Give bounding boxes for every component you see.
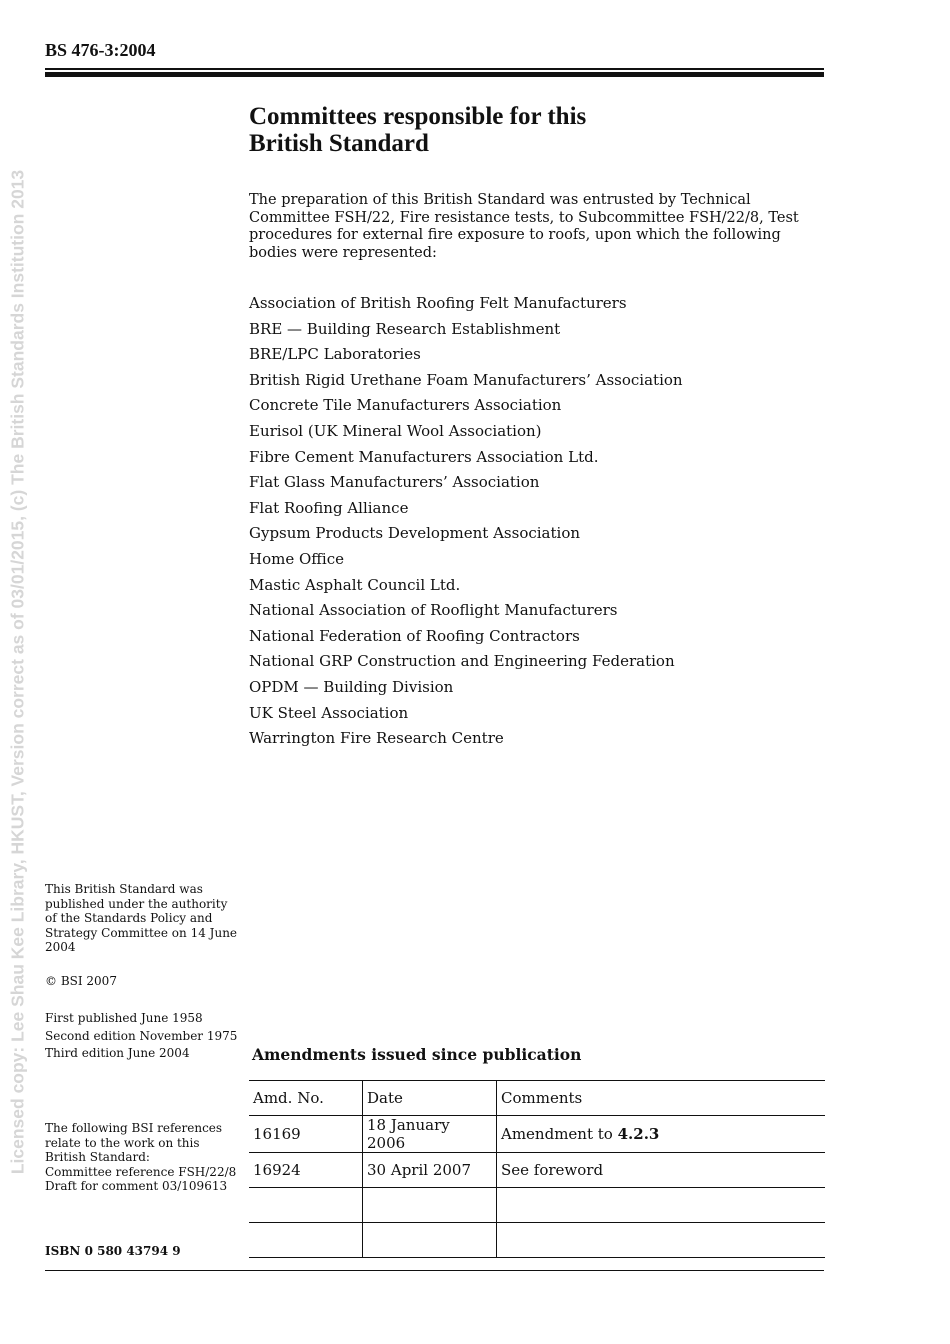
list-item: National GRP Construction and Engineering Federation bbox=[249, 652, 675, 671]
amd-no-cell bbox=[249, 1188, 363, 1223]
date-cell bbox=[363, 1223, 497, 1258]
list-item: UK Steel Association bbox=[249, 703, 409, 722]
intro-paragraph: The preparation of this British Standard was entrusted by Technical Committee FSH/22, Fire resistance tests, to Subcommittee FSH/22/8, Test procedures for external fire exposure to roofs, upon which the following bodies were represented: bbox=[249, 192, 799, 261]
second-edition: Second edition November 1975 bbox=[45, 1028, 238, 1043]
copyright-notice: © BSI 2007 bbox=[45, 974, 117, 988]
list-item: Concrete Tile Manufacturers Association bbox=[249, 396, 562, 415]
list-item: Home Office bbox=[249, 549, 345, 568]
header-rule-thick bbox=[45, 72, 824, 77]
comments-cell bbox=[497, 1116, 826, 1153]
third-edition: Third edition June 2004 bbox=[45, 1046, 190, 1060]
table-row bbox=[249, 1223, 825, 1258]
license-watermark: Licensed copy: Lee Shau Kee Library, HKUST, Version correct as of 03/01/2015, (c) The British Standards Institution 2013 bbox=[7, 169, 28, 1175]
list-item: Mastic Asphalt Council Ltd. bbox=[249, 575, 461, 594]
column-header-date: Date bbox=[363, 1081, 497, 1116]
amd-no-cell bbox=[249, 1223, 363, 1258]
publication-note: This British Standard was published under the authority of the Standards Policy and Strategy Committee on 14 June 2004 bbox=[45, 882, 238, 954]
comment-text: See foreword bbox=[501, 1161, 604, 1179]
standard-id: BS 476-3:2004 bbox=[45, 40, 156, 60]
amd-no-cell: 16169 bbox=[249, 1116, 363, 1153]
date-cell: 30 April 2007 bbox=[363, 1153, 497, 1188]
list-item: British Rigid Urethane Foam Manufacturers’ Association bbox=[249, 370, 683, 389]
list-item: OPDM — Building Division bbox=[249, 677, 454, 696]
draft-reference: Draft for comment 03/109613 bbox=[45, 1179, 228, 1193]
date-cell: 18 January 2006 bbox=[363, 1116, 497, 1153]
comments-cell bbox=[497, 1188, 826, 1223]
footer-rule bbox=[45, 1270, 824, 1271]
represented-bodies-list bbox=[249, 293, 683, 754]
list-item: Flat Glass Manufacturers’ Association bbox=[249, 473, 540, 492]
amd-no-cell: 16924 bbox=[249, 1153, 363, 1188]
isbn: ISBN 0 580 43794 9 bbox=[45, 1244, 181, 1258]
page-title bbox=[249, 103, 809, 157]
header-rule-thin bbox=[45, 68, 824, 70]
comments-cell bbox=[497, 1153, 826, 1188]
list-item: Fibre Cement Manufacturers Association Ltd. bbox=[249, 447, 599, 466]
edition-history bbox=[45, 1010, 240, 1063]
table-header-row bbox=[249, 1081, 825, 1116]
column-header-comments: Comments bbox=[497, 1081, 826, 1116]
list-item: BRE — Building Research Establishment bbox=[249, 319, 561, 338]
page-title-line2: British Standard bbox=[249, 130, 429, 157]
list-item: Eurisol (UK Mineral Wool Association) bbox=[249, 421, 542, 440]
date-cell bbox=[363, 1188, 497, 1223]
list-item: Flat Roofing Alliance bbox=[249, 498, 409, 517]
list-item: National Federation of Roofing Contractors bbox=[249, 626, 580, 645]
table-row bbox=[249, 1116, 825, 1153]
amendments-heading: Amendments issued since publication bbox=[252, 1045, 582, 1064]
amendments-table bbox=[249, 1080, 825, 1258]
first-published: First published June 1958 bbox=[45, 1011, 203, 1025]
comment-text: Amendment to bbox=[501, 1125, 618, 1143]
bsi-references bbox=[45, 1121, 240, 1194]
references-note: The following BSI references relate to the work on this British Standard: bbox=[45, 1121, 223, 1164]
list-item: Gypsum Products Development Association bbox=[249, 524, 581, 543]
list-item: Warrington Fire Research Centre bbox=[249, 729, 504, 748]
column-header-amd-no: Amd. No. bbox=[249, 1081, 363, 1116]
table-row bbox=[249, 1188, 825, 1223]
comments-cell bbox=[497, 1223, 826, 1258]
list-item: National Association of Rooflight Manufacturers bbox=[249, 601, 618, 620]
page-title-line1: Committees responsible for this bbox=[249, 103, 587, 130]
clause-reference: 4.2.3 bbox=[617, 1125, 660, 1143]
list-item: Association of British Roofing Felt Manufacturers bbox=[249, 294, 627, 312]
committee-reference: Committee reference FSH/22/8 bbox=[45, 1164, 237, 1179]
table-row bbox=[249, 1153, 825, 1188]
list-item: BRE/LPC Laboratories bbox=[249, 345, 421, 364]
